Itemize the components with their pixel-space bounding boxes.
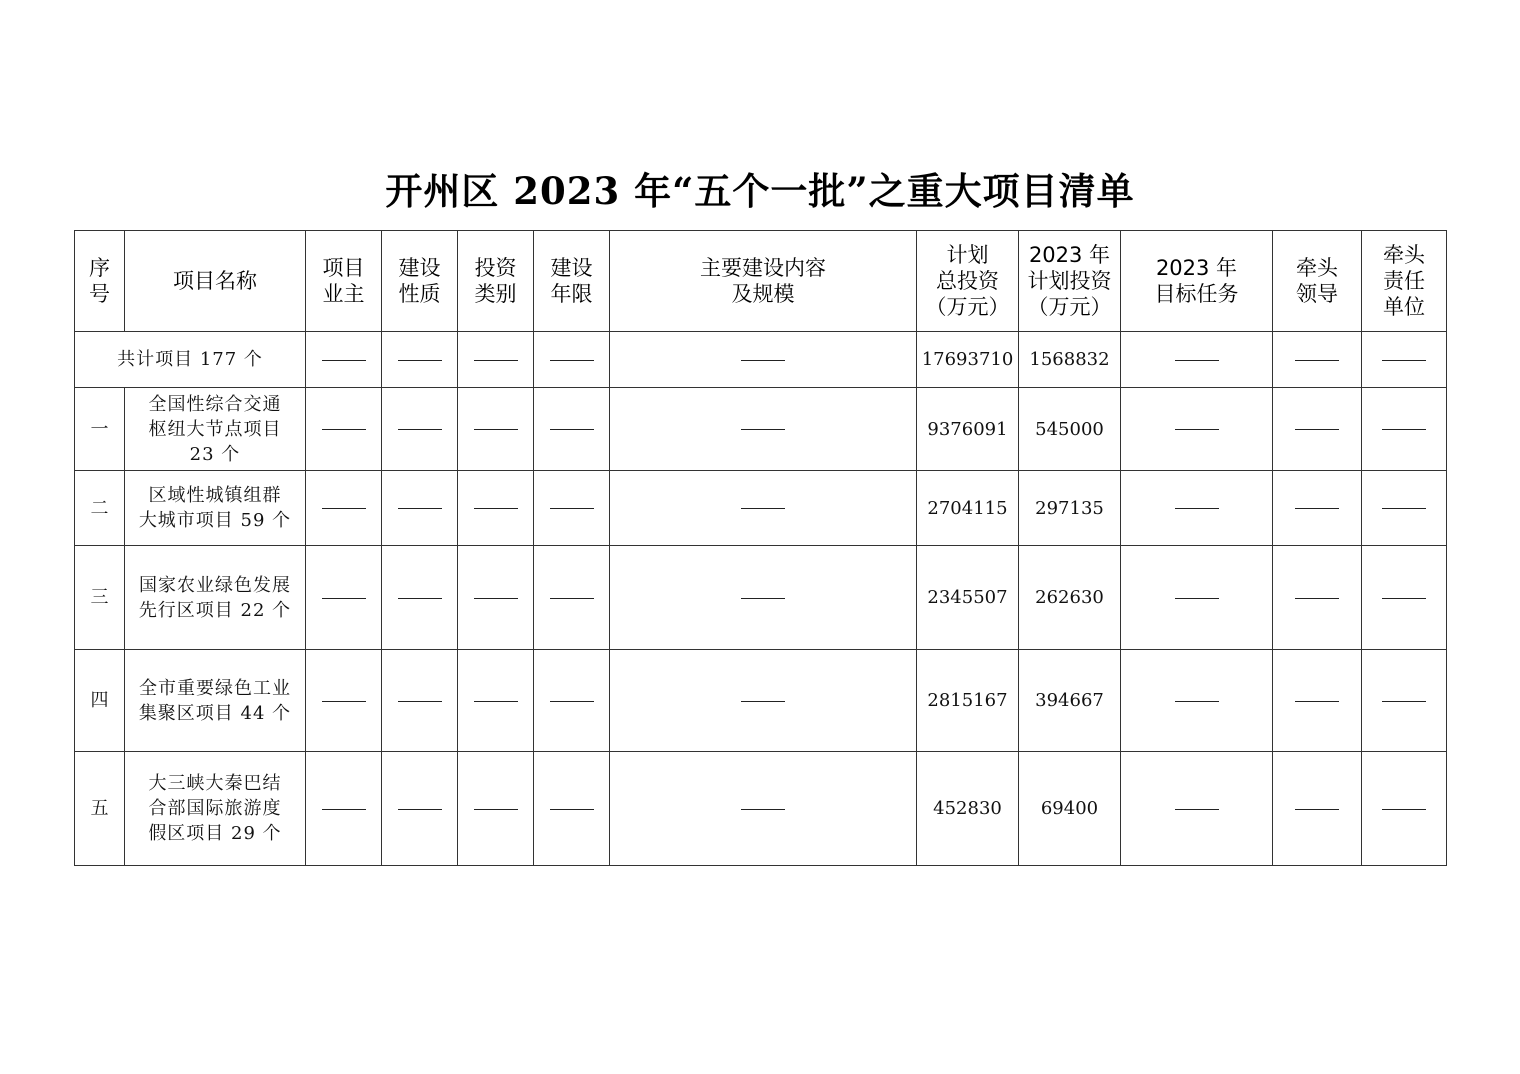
placeholder-cell — [534, 752, 610, 866]
row-invest-2023: 394667 — [1019, 650, 1121, 752]
placeholder-cell — [1362, 332, 1447, 388]
placeholder-cell — [610, 650, 917, 752]
placeholder-cell — [1362, 471, 1447, 546]
placeholder-cell — [306, 388, 382, 471]
project-name-line: 国家农业绿色发展 — [139, 574, 291, 596]
dash-mark — [322, 360, 366, 361]
dash-mark — [1382, 429, 1426, 430]
header-owner: 项目 业主 — [306, 231, 382, 332]
header-target: 2023 年 目标任务 — [1121, 231, 1273, 332]
dash-mark — [398, 701, 442, 702]
dash-mark — [741, 360, 785, 361]
dash-mark — [1175, 809, 1219, 810]
project-name-line: 假区项目 29 个 — [148, 823, 282, 844]
dash-mark — [474, 701, 518, 702]
row-invest-2023: 69400 — [1019, 752, 1121, 866]
row-project-name — [125, 650, 306, 752]
table-row — [75, 752, 1447, 866]
total-invest-value: 17693710 — [917, 332, 1019, 388]
project-name-line: 全国性综合交通 — [148, 393, 282, 415]
dash-mark — [398, 429, 442, 430]
placeholder-cell — [1273, 752, 1362, 866]
placeholder-cell — [306, 546, 382, 650]
dash-mark — [550, 360, 594, 361]
dash-mark — [1175, 701, 1219, 702]
header-nature: 建设 性质 — [382, 231, 458, 332]
dash-mark — [741, 508, 785, 509]
placeholder-cell — [382, 388, 458, 471]
header-invest-2023: 2023 年 计划投资 （万元） — [1019, 231, 1121, 332]
invest-2023-value: 1568832 — [1019, 332, 1121, 388]
header-leader: 牵头 领导 — [1273, 231, 1362, 332]
total-row — [75, 332, 1447, 388]
row-total-invest: 2815167 — [917, 650, 1019, 752]
placeholder-cell — [610, 471, 917, 546]
placeholder-cell — [610, 752, 917, 866]
dash-mark — [741, 701, 785, 702]
dash-mark — [474, 508, 518, 509]
row-project-name — [125, 388, 306, 471]
row-invest-2023: 262630 — [1019, 546, 1121, 650]
row-total-invest: 2345507 — [917, 546, 1019, 650]
project-name-line: 大三峡大秦巴结 — [148, 773, 282, 794]
placeholder-cell — [1121, 650, 1273, 752]
project-table — [74, 230, 1447, 866]
dash-mark — [1175, 508, 1219, 509]
dash-mark — [322, 701, 366, 702]
dash-mark — [1175, 360, 1219, 361]
row-total-invest: 9376091 — [917, 388, 1019, 471]
row-total-invest: 452830 — [917, 752, 1019, 866]
placeholder-cell — [1273, 546, 1362, 650]
placeholder-cell — [1362, 650, 1447, 752]
placeholder-cell — [1273, 388, 1362, 471]
total-label: 共计项目 177 个 — [75, 332, 306, 388]
dash-mark — [1295, 598, 1339, 599]
project-name-line: 区域性城镇组群 — [148, 485, 282, 506]
dash-mark — [1295, 360, 1339, 361]
row-seq: 一 — [75, 388, 125, 471]
dash-mark — [1295, 701, 1339, 702]
placeholder-cell — [1273, 332, 1362, 388]
project-name-line: 23 个 — [189, 443, 241, 465]
page-title: 开州区 2023 年“五个一批”之重大项目清单 — [385, 169, 1135, 213]
placeholder-cell — [382, 546, 458, 650]
placeholder-cell — [1121, 546, 1273, 650]
dash-mark — [550, 508, 594, 509]
dash-mark — [322, 598, 366, 599]
dash-mark — [741, 429, 785, 430]
project-name-line: 集聚区项目 44 个 — [138, 702, 292, 724]
table-row — [75, 650, 1447, 752]
project-name-line: 大城市项目 59 个 — [138, 510, 292, 531]
dash-mark — [474, 360, 518, 361]
dash-mark — [741, 809, 785, 810]
placeholder-cell — [458, 388, 534, 471]
placeholder-cell — [458, 471, 534, 546]
dash-mark — [1382, 360, 1426, 361]
dash-mark — [1382, 809, 1426, 810]
placeholder-cell — [534, 650, 610, 752]
placeholder-cell — [306, 650, 382, 752]
row-seq: 二 — [75, 471, 125, 546]
header-row — [75, 231, 1447, 332]
header-seq: 序 号 — [75, 231, 125, 332]
dash-mark — [474, 429, 518, 430]
dash-mark — [550, 429, 594, 430]
placeholder-cell — [1121, 471, 1273, 546]
dash-mark — [1295, 508, 1339, 509]
placeholder-cell — [1273, 650, 1362, 752]
dash-mark — [398, 809, 442, 810]
project-name-line: 全市重要绿色工业 — [139, 677, 291, 699]
dash-mark — [1175, 598, 1219, 599]
placeholder-cell — [534, 332, 610, 388]
placeholder-cell — [1362, 752, 1447, 866]
row-project-name — [125, 546, 306, 650]
row-invest-2023: 297135 — [1019, 471, 1121, 546]
dash-mark — [1295, 429, 1339, 430]
placeholder-cell — [306, 332, 382, 388]
row-seq: 四 — [75, 650, 125, 752]
dash-mark — [550, 598, 594, 599]
header-name: 项目名称 — [125, 231, 306, 332]
dash-mark — [322, 809, 366, 810]
placeholder-cell — [1273, 471, 1362, 546]
dash-mark — [1175, 429, 1219, 430]
header-total-invest: 计划 总投资 （万元） — [917, 231, 1019, 332]
header-content: 主要建设内容 及规模 — [610, 231, 917, 332]
placeholder-cell — [1362, 546, 1447, 650]
dash-mark — [1382, 598, 1426, 599]
placeholder-cell — [306, 471, 382, 546]
dash-mark — [398, 360, 442, 361]
dash-mark — [398, 598, 442, 599]
placeholder-cell — [534, 471, 610, 546]
placeholder-cell — [382, 752, 458, 866]
table-row — [75, 546, 1447, 650]
placeholder-cell — [610, 332, 917, 388]
row-project-name — [125, 471, 306, 546]
placeholder-cell — [1362, 388, 1447, 471]
placeholder-cell — [458, 752, 534, 866]
project-name-line: 先行区项目 22 个 — [138, 599, 292, 621]
row-seq: 三 — [75, 546, 125, 650]
dash-mark — [550, 809, 594, 810]
project-name-line: 合部国际旅游度 — [148, 798, 282, 819]
table-row — [75, 471, 1447, 546]
row-seq: 五 — [75, 752, 125, 866]
placeholder-cell — [610, 546, 917, 650]
project-name-line: 枢纽大节点项目 — [148, 418, 282, 440]
placeholder-cell — [610, 388, 917, 471]
placeholder-cell — [458, 332, 534, 388]
placeholder-cell — [458, 546, 534, 650]
row-invest-2023: 545000 — [1019, 388, 1121, 471]
dash-mark — [550, 701, 594, 702]
row-project-name — [125, 752, 306, 866]
dash-mark — [474, 598, 518, 599]
dash-mark — [322, 508, 366, 509]
header-unit: 牵头 责任 单位 — [1362, 231, 1447, 332]
placeholder-cell — [382, 332, 458, 388]
header-period: 建设 年限 — [534, 231, 610, 332]
placeholder-cell — [1121, 752, 1273, 866]
dash-mark — [741, 598, 785, 599]
placeholder-cell — [306, 752, 382, 866]
placeholder-cell — [382, 650, 458, 752]
dash-mark — [322, 429, 366, 430]
dash-mark — [398, 508, 442, 509]
dash-mark — [474, 809, 518, 810]
placeholder-cell — [382, 471, 458, 546]
placeholder-cell — [534, 388, 610, 471]
dash-mark — [1295, 809, 1339, 810]
placeholder-cell — [1121, 388, 1273, 471]
placeholder-cell — [534, 546, 610, 650]
dash-mark — [1382, 508, 1426, 509]
header-category: 投资 类别 — [458, 231, 534, 332]
table-row — [75, 388, 1447, 471]
row-total-invest: 2704115 — [917, 471, 1019, 546]
dash-mark — [1382, 701, 1426, 702]
placeholder-cell — [458, 650, 534, 752]
placeholder-cell — [1121, 332, 1273, 388]
